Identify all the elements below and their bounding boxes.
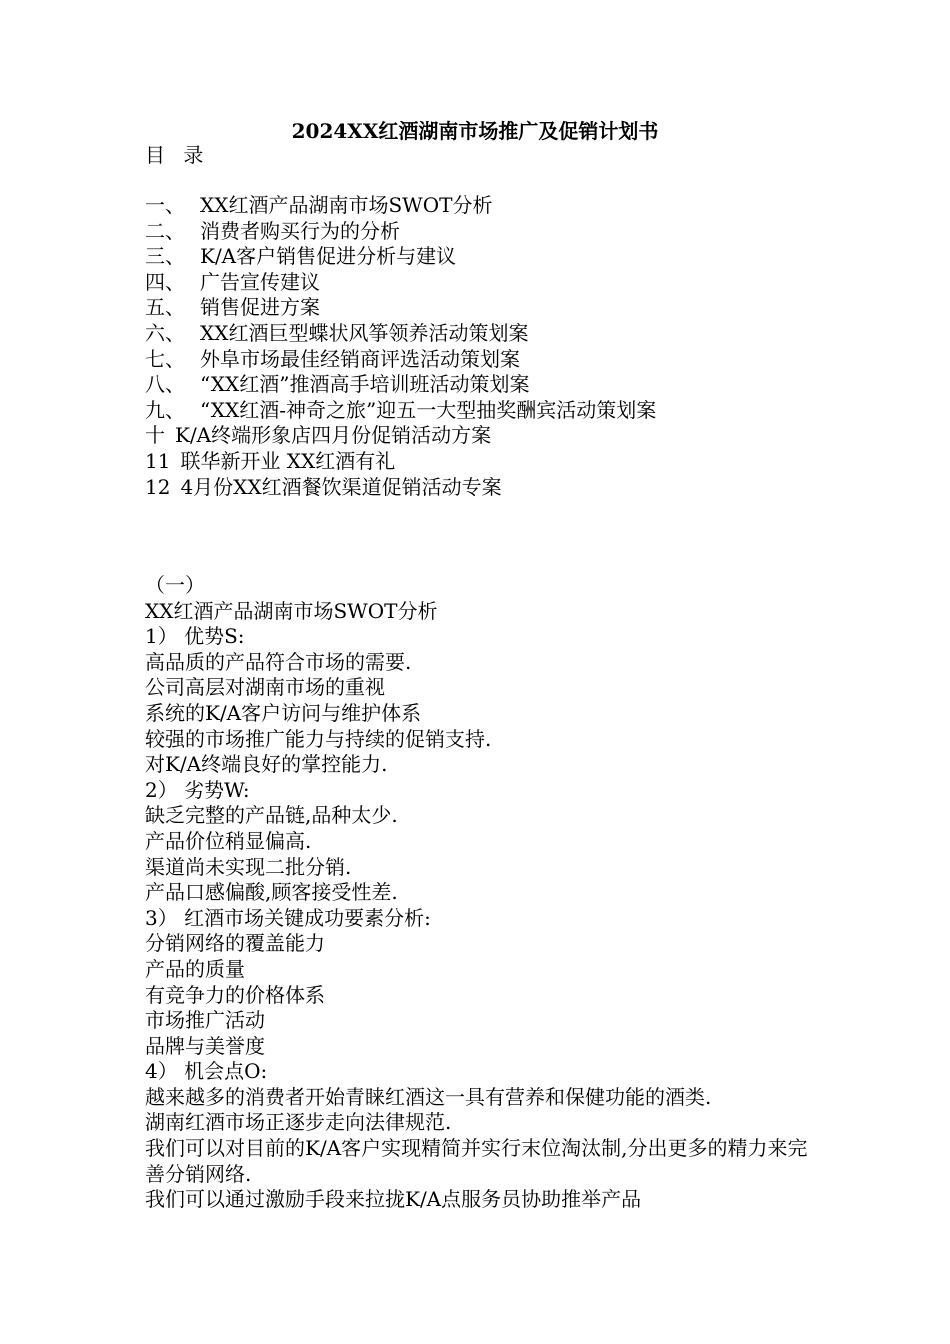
body-line: 缺乏完整的产品链,品种太少.: [145, 803, 398, 828]
toc-item-number: 七、: [145, 346, 185, 371]
toc-item-text: 4月份XX红酒餐饮渠道促销活动专案: [180, 474, 502, 499]
body-line: 产品价位稍显偏高.: [145, 828, 312, 853]
toc-item: [145, 398, 656, 424]
toc-item-number: 四、: [145, 269, 185, 294]
body-line: 湖南红酒市场正逐步走向法律规范.: [145, 1110, 452, 1135]
toc-item-text: 外阜市场最佳经销商评选活动策划案: [200, 346, 520, 371]
body-line: 高品质的产品符合市场的需要.: [145, 649, 412, 674]
body-line: 对K/A终端良好的掌控能力.: [145, 752, 388, 777]
body-line: 产品口感偏酸,顾客接受性差.: [145, 880, 398, 905]
body-line: 3） 红酒市场关键成功要素分析:: [145, 905, 431, 930]
toc-item: [145, 321, 656, 347]
body-line: 分销网络的覆盖能力: [145, 931, 325, 956]
toc-item: [145, 372, 656, 398]
toc-item: [145, 295, 656, 321]
toc-item-number: 12: [145, 474, 171, 499]
toc-item-number: 二、: [145, 218, 185, 243]
toc-item-text: “XX红酒-神奇之旅”迎五一大型抽奖酬宾活动策划案: [200, 397, 657, 422]
toc-item-text: XX红酒巨型蝶状风筝领养活动策划案: [200, 320, 529, 345]
section-label: （一）: [145, 573, 205, 597]
toc-item-number: 一、: [145, 193, 185, 217]
body-line: 市场推广活动: [145, 1008, 265, 1033]
toc-item: [145, 219, 656, 245]
body-line: 1） 优势S:: [145, 624, 245, 649]
toc-item-number: 九、: [145, 397, 185, 422]
toc-item-number: 三、: [145, 244, 185, 269]
body-line: 有竞争力的价格体系: [145, 982, 325, 1007]
toc-item: [145, 475, 656, 501]
toc-item-text: “XX红酒”推酒高手培训班活动策划案: [200, 372, 530, 397]
toc-item: [145, 270, 656, 296]
body-paragraph: 我们可以对目前的K/A客户实现精简并实行末位淘汰制,分出更多的精力来完善分销网络.: [145, 1136, 808, 1186]
toc-item: [145, 193, 656, 219]
body-line: 4） 机会点O:: [145, 1059, 268, 1084]
body-line: 产品的质量: [145, 956, 245, 981]
toc-item: [145, 244, 656, 270]
toc-item-text: 联华新开业 XX红酒有礼: [180, 448, 396, 473]
toc-item-number: 六、: [145, 320, 185, 345]
toc-item-number: 十: [145, 423, 165, 448]
body-line: 越来越多的消费者开始青睐红酒这一具有营养和保健功能的酒类.: [145, 1084, 712, 1109]
document-title: 2024XX红酒湖南市场推广及促销计划书: [291, 119, 659, 143]
toc-item-number: 11: [145, 448, 171, 473]
toc-item-text: 广告宣传建议: [200, 269, 320, 294]
toc-heading: 目 录: [145, 143, 210, 167]
table-of-contents: [145, 193, 656, 500]
toc-item-text: 销售促进方案: [200, 295, 320, 320]
toc-item: [145, 423, 656, 449]
body-line: 品牌与美誉度: [145, 1033, 265, 1058]
body-line: 系统的K/A客户访问与维护体系: [145, 700, 422, 725]
toc-item: [145, 347, 656, 373]
toc-item-number: 五、: [145, 295, 185, 320]
toc-item-text: K/A终端形象店四月份促销活动方案: [175, 423, 492, 448]
body-line: 较强的市场推广能力与持续的促销支持.: [145, 726, 492, 751]
body-line: 我们可以通过激励手段来拉拢K/A点服务员协助推举产品: [145, 1187, 642, 1212]
body-line: 公司高层对湖南市场的重视: [145, 675, 385, 700]
toc-item-text: K/A客户销售促进分析与建议: [200, 244, 457, 269]
body-line: 2） 劣势W:: [145, 777, 250, 802]
body-line: 渠道尚未实现二批分销.: [145, 854, 352, 879]
section-heading: XX红酒产品湖南市场SWOT分析: [145, 598, 438, 623]
toc-item: [145, 449, 656, 475]
toc-item-text: 消费者购买行为的分析: [200, 218, 400, 243]
section-swot: [145, 573, 825, 1213]
toc-item-text: XX红酒产品湖南市场SWOT分析: [200, 193, 493, 217]
toc-item-number: 八、: [145, 372, 185, 397]
